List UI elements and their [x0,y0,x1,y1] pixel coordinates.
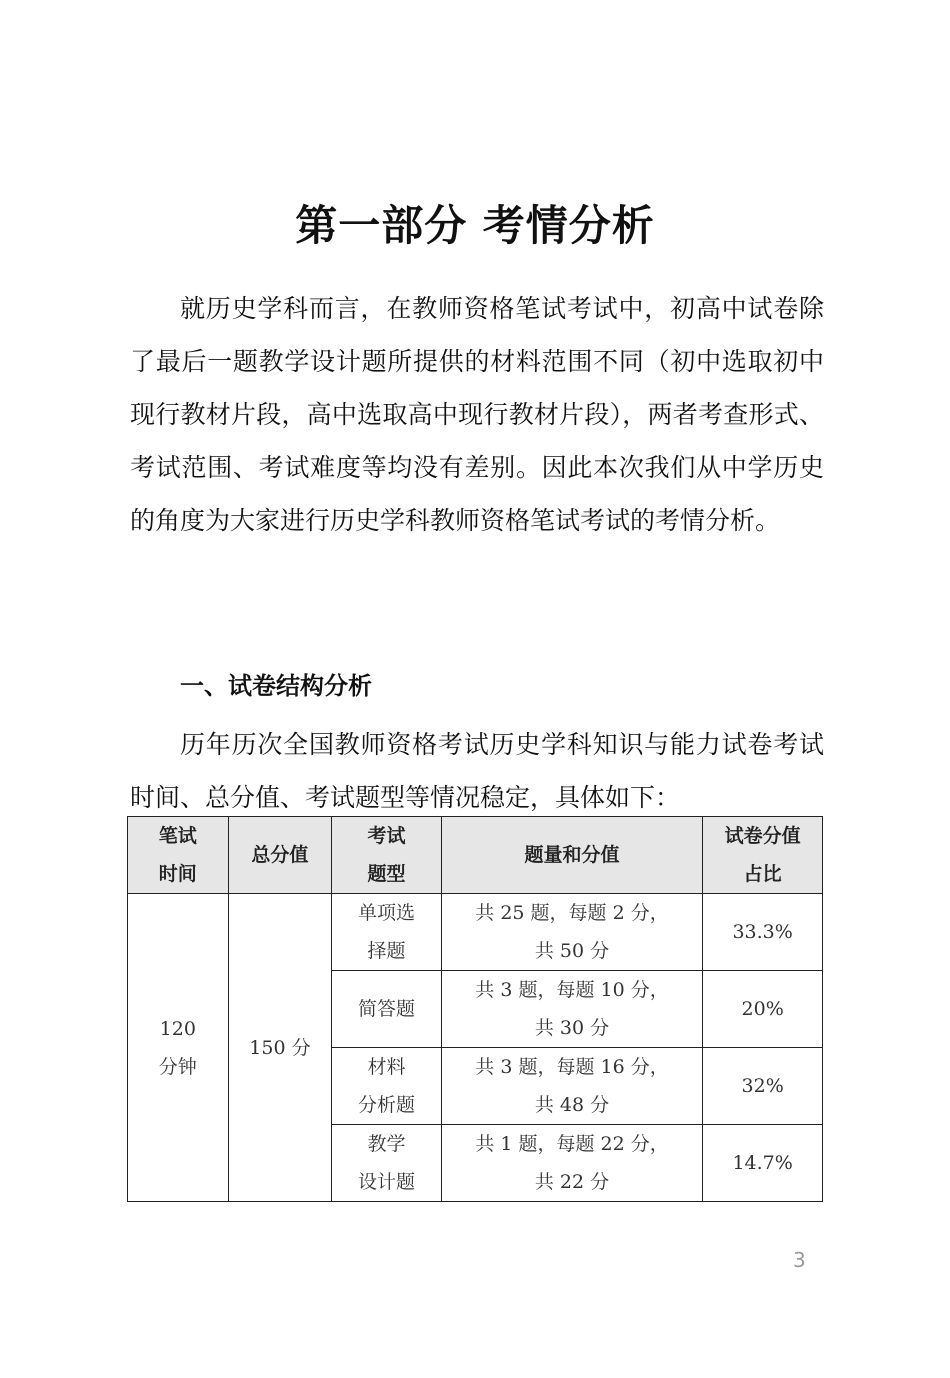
question-type-line1: 教学 [367,1133,406,1155]
exam-time-value: 120 [159,1017,196,1040]
cell-question-type [332,971,441,1048]
header-score-ratio [703,817,823,894]
question-type-line1: 单项选 [357,902,415,924]
count-line2: 共 22 分 [534,1171,610,1193]
header-question-type [332,817,441,894]
count-line1: 共 1 题，每题 22 分， [475,1133,669,1155]
header-question-type-line1: 考试 [367,825,406,847]
table-row [128,894,823,971]
header-question-type-line2: 题型 [367,863,406,885]
header-total-score: 总分值 [228,817,332,894]
header-score-ratio-line2: 占比 [743,863,782,885]
count-line1: 共 25 题，每题 2 分， [475,902,669,924]
header-exam-time [128,817,229,894]
cell-score-ratio: 14.7% [703,1125,823,1202]
count-line2: 共 50 分 [534,940,610,962]
header-exam-time-line1: 笔试 [158,825,197,847]
cell-count-and-score [441,1048,703,1125]
table-header-row [128,817,823,894]
cell-question-type [332,1125,441,1202]
cell-count-and-score [441,894,703,971]
exam-time-unit: 分钟 [158,1055,197,1078]
exam-structure-table [127,816,823,1202]
question-type-line2: 分析题 [357,1094,415,1116]
question-type-line1: 材料 [367,1056,406,1078]
cell-score-ratio: 32% [703,1048,823,1125]
cell-exam-time [128,894,229,1202]
count-line1: 共 3 题，每题 10 分， [475,979,669,1001]
count-line2: 共 48 分 [534,1094,610,1116]
section-heading: 一、试卷结构分析 [180,672,372,700]
cell-score-ratio: 33.3% [703,894,823,971]
intro-paragraph: 就历史学科而言，在教师资格笔试考试中，初高中试卷除了最后一题教学设计题所提供的材料范围不同（初中选取初中现行教材片段，高中选取高中现行教材片段），两者考查形式、考试范围、考试难度等均没有差别。因此本次我们从中学历史的角度为大家进行历史学科教师资格笔试考试的考情分析。 [130,294,824,535]
count-line2: 共 30 分 [534,1017,610,1039]
question-type-line1: 简答题 [357,998,415,1020]
cell-question-type [332,894,441,971]
cell-total-score: 150 分 [228,894,332,1202]
header-count-and-score: 题量和分值 [441,817,703,894]
count-line1: 共 3 题，每题 16 分， [475,1056,669,1078]
header-score-ratio-line1: 试卷分值 [724,825,801,847]
cell-count-and-score [441,1125,703,1202]
section-paragraph: 历年历次全国教师资格考试历史学科知识与能力试卷考试时间、总分值、考试题型等情况稳定，具体如下： [130,730,824,812]
cell-count-and-score [441,971,703,1048]
question-type-line2: 择题 [367,940,406,962]
page-title: 第一部分 考情分析 [295,201,655,251]
cell-question-type [332,1048,441,1125]
question-type-line2: 设计题 [357,1171,415,1193]
page-number: 3 [793,1248,806,1272]
cell-score-ratio: 20% [703,971,823,1048]
header-exam-time-line2: 时间 [158,863,197,885]
